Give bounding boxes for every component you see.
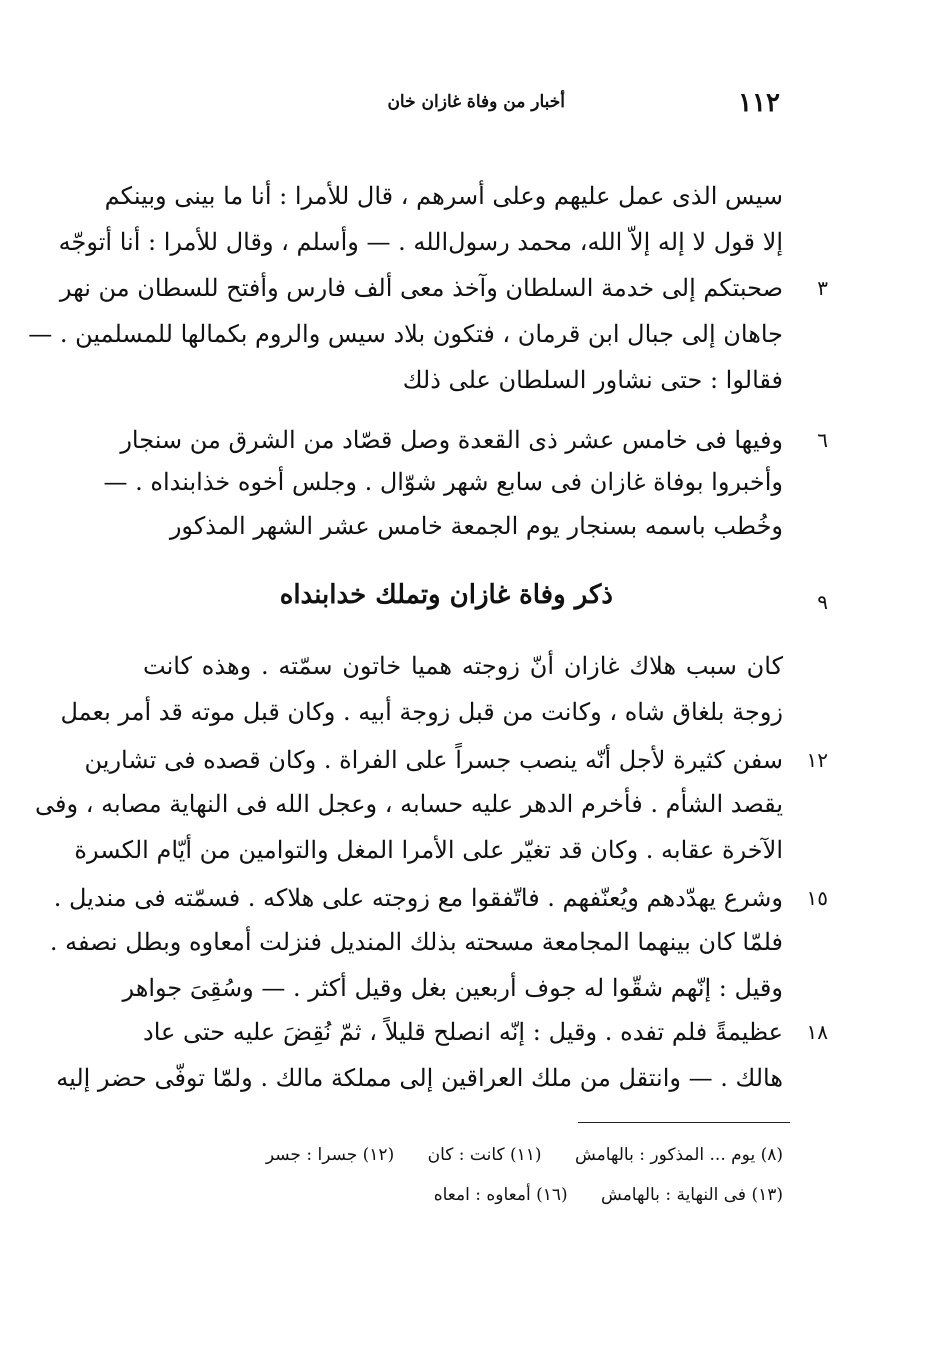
footnote-line	[143, 1180, 783, 1210]
footnote: (١٦) أمعاوه : امعاه	[433, 1185, 568, 1205]
text-line: صحبتكم إلى خدمة السلطان وآخذ معى ألف فارس وأفتح للسطان من نهر	[59, 274, 783, 302]
text-line: وشرع يهدّدهم ويُعنّفهم . فاتّفقوا مع زوجته على هلاكه . فسمّته فى منديل .	[53, 884, 783, 912]
text-line: إلا قول لا إله إلاّ الله، محمد رسول‌الله . — وأسلم ، وقال للأمرا : أنا أتوجّه	[58, 228, 783, 256]
line-number: ٣	[817, 276, 828, 300]
text-line: زوجة بلغاق شاه ، وكانت من قبل زوجة أبيه . وكان قبل موته قد أمر بعمل	[60, 698, 783, 726]
footnote-line	[143, 1140, 783, 1170]
footnote: (١١) كانت : كان	[427, 1145, 542, 1165]
text-line: سفن كثيرة لأجل أنّه ينصب جسراً على الفراة . وكان قصده فى تشارين	[84, 746, 783, 774]
line-number: ١٢	[806, 748, 828, 772]
footnote-separator	[578, 1122, 790, 1123]
text-line: وقيل : إنّهم شقّوا له جوف أربعين بغل وقيل أكثر . — وسُقِىَ جواهر	[122, 974, 783, 1002]
text-line: فقالوا : حتى نشاور السلطان على ذلك	[402, 366, 783, 394]
text-line: وأخبروا بوفاة غازان فى سابع شهر شوّال . وجلس أخوه خذابنداه . —	[103, 468, 783, 496]
footnote: (١٢) جسرا : جسر	[265, 1145, 395, 1165]
text-line: عظيمةً فلم تفده . وقيل : إنّه انصلح قليلاً ، ثمّ نُقِضَ عليه حتى عاد	[143, 1018, 783, 1046]
line-number: ٦	[817, 428, 828, 452]
line-number: ٩	[817, 590, 828, 614]
page-number: ١١٢	[738, 88, 780, 118]
footnote: (٨) يوم ... المذكور : بالهامش	[574, 1145, 783, 1165]
page-header	[140, 88, 780, 118]
text-line: وخُطب باسمه بسنجار يوم الجمعة خامس عشر الشهر المذكور	[169, 512, 783, 540]
section-heading: ذكر وفاة غازان وتملك خدابنداه	[279, 580, 613, 610]
running-title: أخبار من وفاة غازان خان	[387, 92, 565, 112]
text-line: الآخرة عقابه . وكان قد تغيّر على الأمرا المغل والتوامين من أيّام الكسرة	[74, 836, 783, 864]
text-line: سيس الذى عمل عليهم وعلى أسرهم ، قال للأمرا : أنا ما بينى وبينكم	[104, 182, 783, 210]
text-line: فلمّا كان بينهما المجامعة مسحته بذلك المنديل فنزلت أمعاوه وبطل نصفه .	[49, 928, 783, 956]
text-line: وفيها فى خامس عشر ذى القعدة وصل قصّاد من الشرق من سنجار	[120, 426, 783, 454]
text-line: يقصد الشأم . فأخرم الدهر عليه حسابه ، وعجل الله فى النهاية مصابه ، وفى	[35, 790, 783, 818]
text-line: جاهان إلى جبال ابن قرمان ، فتكون بلاد سيس والروم بكمالها للمسلمين . —	[28, 320, 783, 348]
footnote: (١٣) فى النهاية : بالهامش	[601, 1185, 783, 1205]
line-number: ١٨	[806, 1020, 828, 1044]
line-number: ١٥	[806, 886, 828, 910]
text-line: كان سبب هلاك غازان أنّ زوجته هميا خاتون سمّته . وهذه كانت	[143, 652, 783, 680]
text-line: هالك . — وانتقل من ملك العراقين إلى مملكة مالك . ولمّا توفّى حضر إليه	[56, 1064, 783, 1092]
